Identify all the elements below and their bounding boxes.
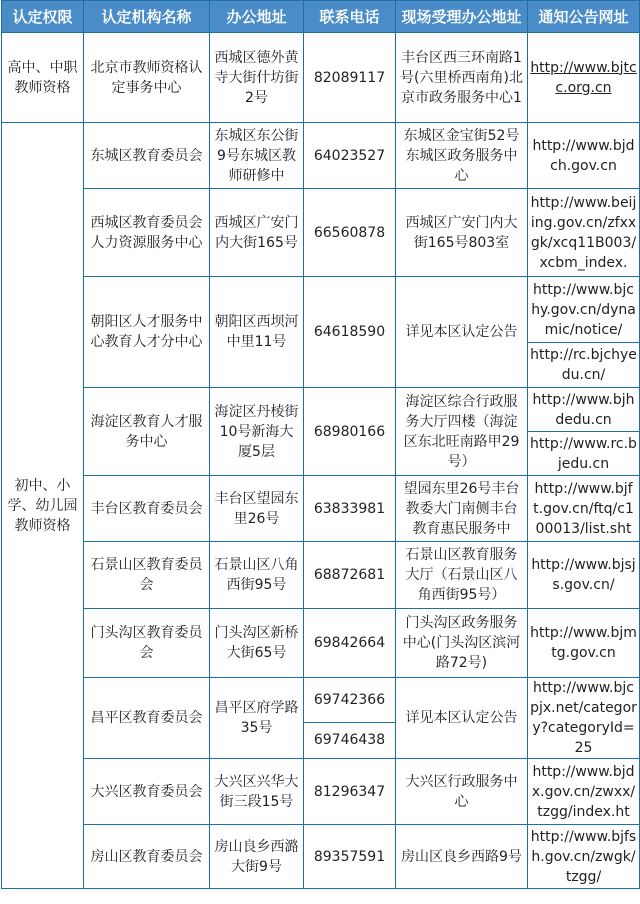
notice-url-link[interactable]: http://www.beijing.gov.cn/zfxxgk/xcq11B003/xcbm_index. bbox=[530, 194, 637, 271]
onsite-address-cell: 详见本区认定公告 bbox=[396, 277, 528, 388]
table-row bbox=[2, 33, 640, 123]
table-row bbox=[2, 123, 640, 189]
header-agency-name: 认定机构名称 bbox=[84, 1, 210, 33]
notice-url-cell bbox=[528, 825, 640, 889]
agency-name-cell: 大兴区教育委员会 bbox=[84, 759, 210, 825]
notice-url-link[interactable]: http://www.rc.bjedu.cn bbox=[530, 435, 637, 472]
notice-url-cell bbox=[528, 277, 640, 343]
phone-cell: 69746438 bbox=[304, 722, 396, 758]
notice-url-link[interactable]: http://www.bjchy.gov.cn/dynamic/notice/ bbox=[531, 281, 636, 338]
notice-url-cell bbox=[528, 33, 640, 123]
header-onsite-address: 现场受理办公地址 bbox=[396, 1, 528, 33]
table-row bbox=[2, 388, 640, 432]
phone-cell: 64023527 bbox=[304, 123, 396, 189]
notice-url-link[interactable]: http://www.bjdx.gov.cn/zwxx/tzgg/index.ht bbox=[531, 763, 636, 820]
office-address-cell: 西城区德外黄寺大街什坊街2号 bbox=[210, 33, 304, 123]
agency-name-cell: 昌平区教育委员会 bbox=[84, 678, 210, 759]
header-notice-url: 通知公告网址 bbox=[528, 1, 640, 33]
notice-url-cell bbox=[528, 123, 640, 189]
office-address-cell: 昌平区府学路35号 bbox=[210, 678, 304, 759]
header-phone: 联系电话 bbox=[304, 1, 396, 33]
notice-url-cell bbox=[528, 343, 640, 388]
phone-cell: 66560878 bbox=[304, 189, 396, 277]
notice-url-link[interactable]: http://www.bjcpjx.net/category?categoryId=25 bbox=[530, 680, 637, 756]
notice-url-link[interactable]: http://www.bjft.gov.cn/ftq/c100013/list.sht bbox=[533, 480, 634, 537]
onsite-address-cell: 大兴区行政服务中心 bbox=[396, 759, 528, 825]
table-row bbox=[2, 476, 640, 542]
notice-url-link[interactable]: http://www.bjhdedu.cn bbox=[532, 391, 635, 428]
table-row bbox=[2, 759, 640, 825]
header-row bbox=[2, 1, 640, 33]
agency-name-cell: 房山区教育委员会 bbox=[84, 825, 210, 889]
onsite-address-cell: 房山区良乡西路9号 bbox=[396, 825, 528, 889]
onsite-address-cell: 望园东里26号丰台教委大门南侧丰台教育惠民服务中 bbox=[396, 476, 528, 542]
phone-cell: 68872681 bbox=[304, 542, 396, 609]
agency-name-cell: 北京市教师资格认定事务中心 bbox=[84, 33, 210, 123]
notice-url-cell bbox=[528, 432, 640, 476]
agency-name-cell: 东城区教育委员会 bbox=[84, 123, 210, 189]
onsite-address-cell: 门头沟区政务服务中心(门头沟区滨河路72号) bbox=[396, 609, 528, 678]
table-row bbox=[2, 189, 640, 277]
notice-url-link[interactable]: http://www.bjmtg.gov.cn bbox=[530, 625, 637, 661]
office-address-cell: 房山良乡西潞大街9号 bbox=[210, 825, 304, 889]
onsite-address-cell: 海淀区综合行政服务大厅四楼（海淀区东北旺南路甲29号） bbox=[396, 388, 528, 476]
onsite-address-cell: 石景山区教育服务大厅（石景山区八角西街95号） bbox=[396, 542, 528, 609]
phone-cell: 68980166 bbox=[304, 388, 396, 476]
phone-cell: 81296347 bbox=[304, 759, 396, 825]
notice-url-cell bbox=[528, 542, 640, 609]
notice-url-cell bbox=[528, 189, 640, 277]
office-address-cell: 大兴区兴华大街三段15号 bbox=[210, 759, 304, 825]
agency-name-cell: 丰台区教育委员会 bbox=[84, 476, 210, 542]
phone-cell: 89357591 bbox=[304, 825, 396, 889]
notice-url-link[interactable]: http://www.bjfsh.gov.cn/zwgk/tzgg/ bbox=[530, 828, 637, 885]
office-address-cell: 石景山区八角西街95号 bbox=[210, 542, 304, 609]
phone-cell: 69742366 bbox=[304, 678, 396, 723]
table-row bbox=[2, 825, 640, 889]
table-row bbox=[2, 277, 640, 343]
notice-url-cell bbox=[528, 759, 640, 825]
office-address-cell: 东城区东公街9号东城区教师研修中 bbox=[210, 123, 304, 189]
phone-cell: 82089117 bbox=[304, 33, 396, 123]
notice-url-link[interactable]: http://www.bjtcc.org.cn bbox=[530, 59, 637, 96]
office-address-cell: 朝阳区西坝河中里11号 bbox=[210, 277, 304, 388]
table-row bbox=[2, 678, 640, 723]
notice-url-link[interactable]: http://rc.bjchyedu.cn/ bbox=[530, 347, 637, 383]
onsite-address-cell: 东城区金宝街52号东城区政务服务中心 bbox=[396, 123, 528, 189]
onsite-address-cell: 丰台区西三环南路1号(六里桥西南角)北京市政务服务中心1 bbox=[396, 33, 528, 123]
scope-cell: 高中、中职教师资格 bbox=[2, 33, 84, 123]
notice-url-link[interactable]: http://www.bjdch.gov.cn bbox=[532, 137, 635, 174]
office-address-cell: 海淀区丹棱街10号新海大厦5层 bbox=[210, 388, 304, 476]
notice-url-link[interactable]: http://www.bjsjs.gov.cn/ bbox=[531, 557, 636, 593]
notice-url-cell bbox=[528, 678, 640, 759]
phone-cell: 63833981 bbox=[304, 476, 396, 542]
notice-url-cell bbox=[528, 388, 640, 432]
agency-name-cell: 海淀区教育人才服务中心 bbox=[84, 388, 210, 476]
phone-cell: 69842664 bbox=[304, 609, 396, 678]
phone-cell: 64618590 bbox=[304, 277, 396, 388]
office-address-cell: 门头沟区新桥大街65号 bbox=[210, 609, 304, 678]
table-row bbox=[2, 542, 640, 609]
agency-name-cell: 朝阳区人才服务中心教育人才分中心 bbox=[84, 277, 210, 388]
notice-url-cell bbox=[528, 609, 640, 678]
office-address-cell: 西城区广安门内大街165号 bbox=[210, 189, 304, 277]
agency-name-cell: 石景山区教育委员会 bbox=[84, 542, 210, 609]
scope-cell: 初中、小学、幼儿园教师资格 bbox=[2, 123, 84, 889]
onsite-address-cell: 详见本区认定公告 bbox=[396, 678, 528, 759]
agency-name-cell: 门头沟区教育委员会 bbox=[84, 609, 210, 678]
office-address-cell: 丰台区望园东里26号 bbox=[210, 476, 304, 542]
teacher-certification-table bbox=[1, 0, 640, 889]
notice-url-cell bbox=[528, 476, 640, 542]
header-office-address: 办公地址 bbox=[210, 1, 304, 33]
onsite-address-cell: 西城区广安门内大街165号803室 bbox=[396, 189, 528, 277]
header-scope: 认定权限 bbox=[2, 1, 84, 33]
table-row bbox=[2, 609, 640, 678]
agency-name-cell: 西城区教育委员会人力资源服务中心 bbox=[84, 189, 210, 277]
